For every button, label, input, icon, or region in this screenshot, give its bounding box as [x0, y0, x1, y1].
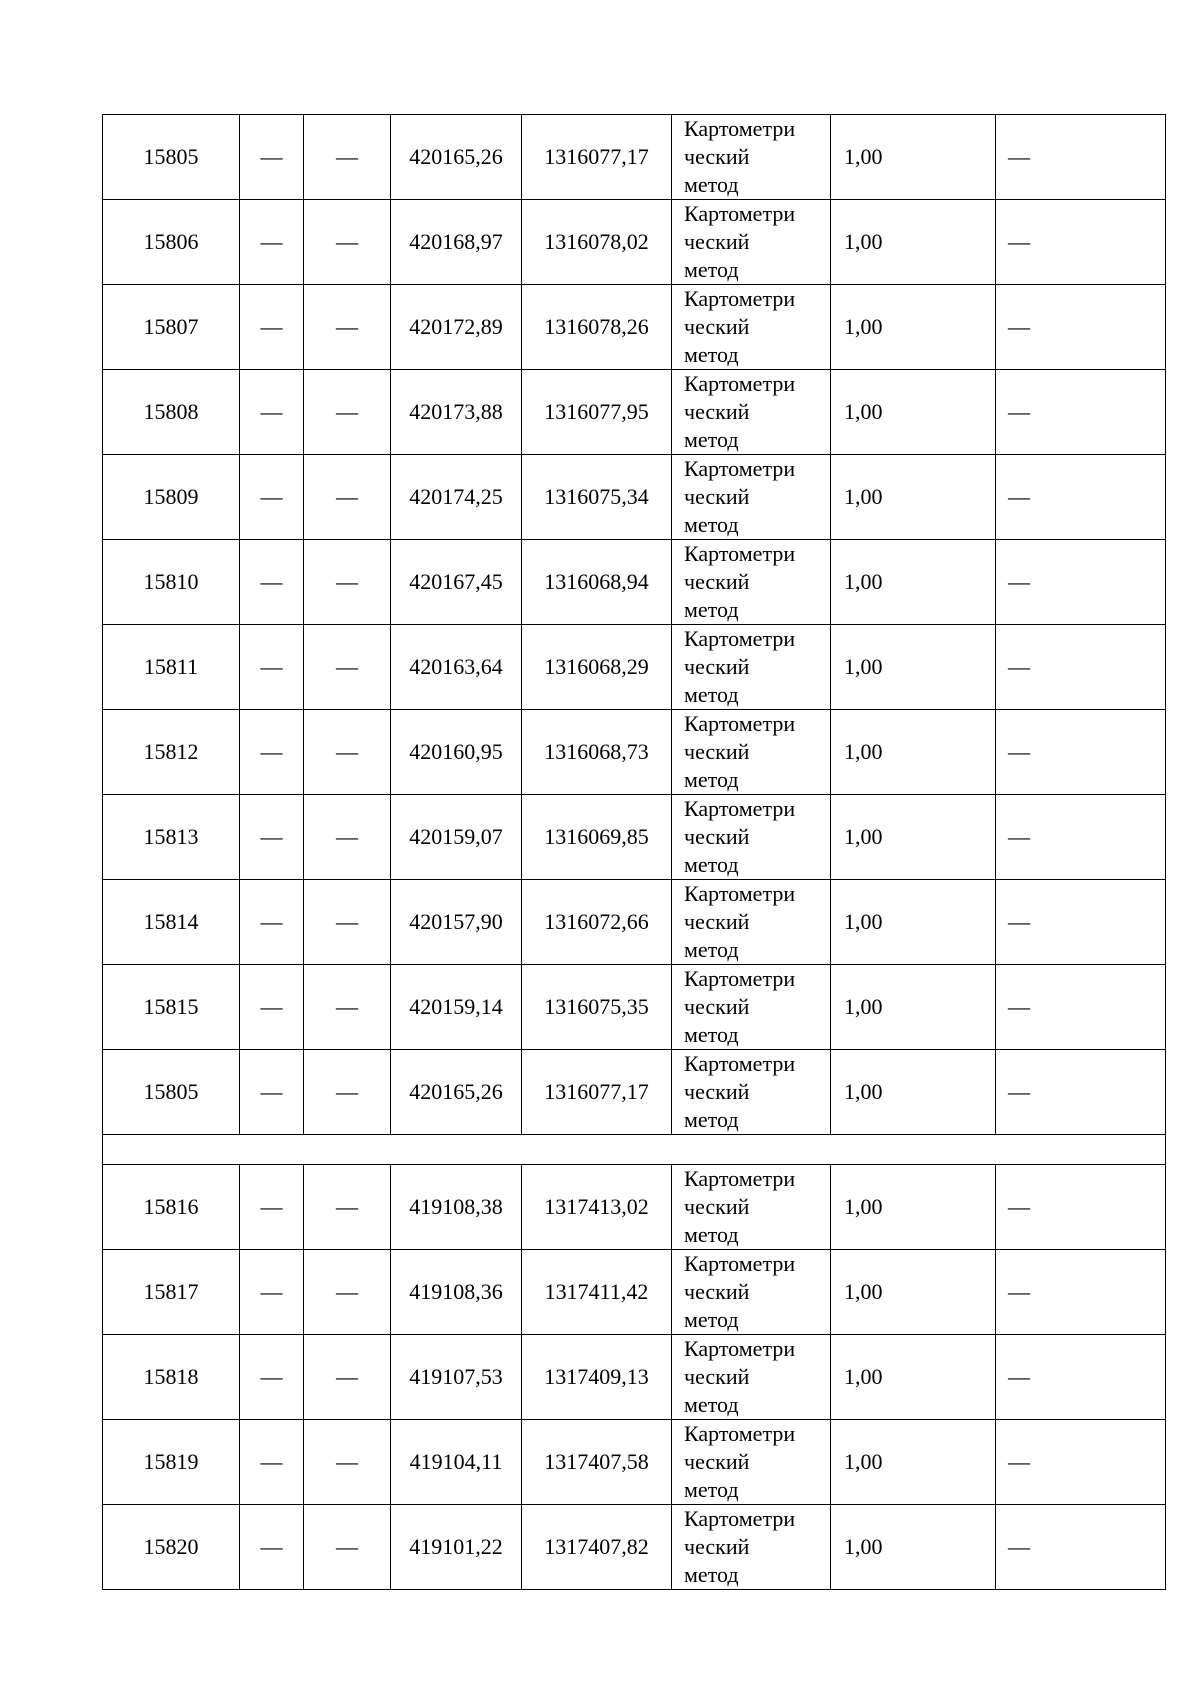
x-coordinate: 419108,38 [391, 1165, 522, 1250]
point-number: 15814 [103, 880, 240, 965]
accuracy-value: 1,00 [831, 540, 996, 625]
point-number: 15816 [103, 1165, 240, 1250]
method-text: Картометри [684, 966, 796, 991]
y-coordinate: 1316078,26 [522, 285, 672, 370]
table-row [103, 795, 1166, 880]
empty-value: — [996, 795, 1166, 880]
accuracy-value: 1,00 [831, 1420, 996, 1505]
y-coordinate: 1317409,13 [522, 1335, 672, 1420]
x-coordinate: 419101,22 [391, 1505, 522, 1590]
point-number: 15810 [103, 540, 240, 625]
point-number: 15806 [103, 200, 240, 285]
method-text: Картометри [684, 201, 796, 226]
method-cell [672, 115, 831, 200]
method-cell [672, 540, 831, 625]
method-text: Картометри [684, 541, 796, 566]
empty-value: — [996, 285, 1166, 370]
method-text: ческий [684, 1534, 750, 1559]
method-text: ческий [684, 314, 750, 339]
accuracy-value: 1,00 [831, 285, 996, 370]
method-cell [672, 1050, 831, 1135]
x-coordinate: 420160,95 [391, 710, 522, 795]
method-text: Картометри [684, 1336, 796, 1361]
method-text: Картометри [684, 286, 796, 311]
method-text: Картометри [684, 881, 796, 906]
method-text: Картометри [684, 626, 796, 651]
x-coordinate: 420174,25 [391, 455, 522, 540]
table-row [103, 880, 1166, 965]
x-coordinate: 419104,11 [391, 1420, 522, 1505]
accuracy-value: 1,00 [831, 1335, 996, 1420]
method-text: ческий [684, 144, 750, 169]
empty-value: — [996, 1505, 1166, 1590]
empty-value: — [240, 625, 304, 710]
empty-value: — [240, 370, 304, 455]
method-text: метод [684, 1107, 739, 1132]
method-text: метод [684, 852, 739, 877]
method-text: метод [684, 1307, 739, 1332]
point-number: 15812 [103, 710, 240, 795]
method-text: ческий [684, 1364, 750, 1389]
method-text: Картометри [684, 1166, 796, 1191]
x-coordinate: 420163,64 [391, 625, 522, 710]
accuracy-value: 1,00 [831, 115, 996, 200]
empty-value: — [996, 1335, 1166, 1420]
method-text: метод [684, 767, 739, 792]
table-row [103, 540, 1166, 625]
table-row [103, 115, 1166, 200]
empty-value: — [996, 115, 1166, 200]
empty-value: — [996, 1420, 1166, 1505]
x-coordinate: 420167,45 [391, 540, 522, 625]
accuracy-value: 1,00 [831, 1165, 996, 1250]
accuracy-value: 1,00 [831, 965, 996, 1050]
method-cell [672, 370, 831, 455]
point-number: 15817 [103, 1250, 240, 1335]
method-cell [672, 1335, 831, 1420]
method-cell [672, 965, 831, 1050]
accuracy-value: 1,00 [831, 795, 996, 880]
method-text: метод [684, 342, 739, 367]
empty-value: — [996, 625, 1166, 710]
empty-value: — [304, 625, 391, 710]
table-row [103, 285, 1166, 370]
table-row [103, 370, 1166, 455]
empty-value: — [996, 710, 1166, 795]
empty-value: — [240, 1335, 304, 1420]
accuracy-value: 1,00 [831, 710, 996, 795]
accuracy-value: 1,00 [831, 370, 996, 455]
method-text: метод [684, 427, 739, 452]
table-row [103, 1505, 1166, 1590]
x-coordinate: 420159,07 [391, 795, 522, 880]
empty-value: — [240, 1165, 304, 1250]
y-coordinate: 1317407,58 [522, 1420, 672, 1505]
method-text: метод [684, 172, 739, 197]
y-coordinate: 1316078,02 [522, 200, 672, 285]
method-cell [672, 1165, 831, 1250]
point-number: 15805 [103, 1050, 240, 1135]
method-text: ческий [684, 1279, 750, 1304]
method-text: ческий [684, 1194, 750, 1219]
empty-value: — [996, 200, 1166, 285]
x-coordinate: 420165,26 [391, 115, 522, 200]
method-text: ческий [684, 484, 750, 509]
empty-value: — [996, 1250, 1166, 1335]
empty-value: — [240, 285, 304, 370]
method-text: ческий [684, 994, 750, 1019]
y-coordinate: 1316075,35 [522, 965, 672, 1050]
table-body-top [103, 115, 1166, 1590]
y-coordinate: 1316077,17 [522, 115, 672, 200]
x-coordinate: 420172,89 [391, 285, 522, 370]
empty-value: — [304, 1335, 391, 1420]
empty-value: — [996, 370, 1166, 455]
point-number: 15820 [103, 1505, 240, 1590]
empty-value: — [304, 1505, 391, 1590]
y-coordinate: 1317407,82 [522, 1505, 672, 1590]
section-divider [103, 1135, 1166, 1165]
empty-value: — [240, 965, 304, 1050]
method-text: метод [684, 1222, 739, 1247]
empty-value: — [304, 710, 391, 795]
method-text: ческий [684, 739, 750, 764]
x-coordinate: 420157,90 [391, 880, 522, 965]
method-text: метод [684, 1477, 739, 1502]
method-text: метод [684, 1022, 739, 1047]
method-text: Картометри [684, 371, 796, 396]
empty-value: — [304, 880, 391, 965]
empty-value: — [304, 455, 391, 540]
method-text: Картометри [684, 456, 796, 481]
method-text: ческий [684, 824, 750, 849]
method-text: ческий [684, 1079, 750, 1104]
empty-value: — [240, 115, 304, 200]
y-coordinate: 1316068,29 [522, 625, 672, 710]
empty-value: — [240, 710, 304, 795]
empty-value: — [996, 1165, 1166, 1250]
y-coordinate: 1316068,94 [522, 540, 672, 625]
table-row [103, 1420, 1166, 1505]
point-number: 15818 [103, 1335, 240, 1420]
empty-value: — [304, 795, 391, 880]
section-divider-row [103, 1135, 1166, 1165]
empty-value: — [240, 880, 304, 965]
method-text: метод [684, 512, 739, 537]
empty-value: — [304, 1420, 391, 1505]
empty-value: — [304, 1250, 391, 1335]
empty-value: — [240, 455, 304, 540]
empty-value: — [304, 540, 391, 625]
empty-value: — [240, 1420, 304, 1505]
method-text: Картометри [684, 796, 796, 821]
method-cell [672, 795, 831, 880]
empty-value: — [996, 540, 1166, 625]
method-cell [672, 625, 831, 710]
table-row [103, 710, 1166, 795]
y-coordinate: 1316077,95 [522, 370, 672, 455]
empty-value: — [240, 200, 304, 285]
table-row [103, 200, 1166, 285]
accuracy-value: 1,00 [831, 455, 996, 540]
y-coordinate: 1316072,66 [522, 880, 672, 965]
table-row [103, 1050, 1166, 1135]
point-number: 15809 [103, 455, 240, 540]
method-text: ческий [684, 654, 750, 679]
empty-value: — [304, 965, 391, 1050]
method-text: Картометри [684, 1051, 796, 1076]
accuracy-value: 1,00 [831, 200, 996, 285]
point-number: 15807 [103, 285, 240, 370]
method-text: Картометри [684, 1421, 796, 1446]
method-text: ческий [684, 229, 750, 254]
accuracy-value: 1,00 [831, 1050, 996, 1135]
method-cell [672, 1250, 831, 1335]
x-coordinate: 419107,53 [391, 1335, 522, 1420]
table-row [103, 625, 1166, 710]
empty-value: — [996, 965, 1166, 1050]
empty-value: — [304, 285, 391, 370]
method-text: метод [684, 937, 739, 962]
point-number: 15813 [103, 795, 240, 880]
method-text: метод [684, 597, 739, 622]
method-cell [672, 880, 831, 965]
empty-value: — [304, 200, 391, 285]
point-number: 15819 [103, 1420, 240, 1505]
accuracy-value: 1,00 [831, 625, 996, 710]
table-row [103, 965, 1166, 1050]
method-text: ческий [684, 909, 750, 934]
x-coordinate: 420159,14 [391, 965, 522, 1050]
x-coordinate: 420165,26 [391, 1050, 522, 1135]
accuracy-value: 1,00 [831, 1505, 996, 1590]
y-coordinate: 1316075,34 [522, 455, 672, 540]
method-cell [672, 710, 831, 795]
method-text: Картометри [684, 116, 796, 141]
point-number: 15805 [103, 115, 240, 200]
empty-value: — [996, 1050, 1166, 1135]
coordinates-table [102, 114, 1166, 1590]
y-coordinate: 1316068,73 [522, 710, 672, 795]
empty-value: — [304, 370, 391, 455]
point-number: 15808 [103, 370, 240, 455]
accuracy-value: 1,00 [831, 1250, 996, 1335]
method-cell [672, 285, 831, 370]
empty-value: — [996, 455, 1166, 540]
method-text: ческий [684, 399, 750, 424]
method-text: ческий [684, 569, 750, 594]
empty-value: — [240, 1050, 304, 1135]
table-row [103, 455, 1166, 540]
method-text: метод [684, 1562, 739, 1587]
method-cell [672, 1505, 831, 1590]
empty-value: — [240, 1250, 304, 1335]
empty-value: — [240, 540, 304, 625]
x-coordinate: 420173,88 [391, 370, 522, 455]
empty-value: — [304, 1165, 391, 1250]
method-text: метод [684, 257, 739, 282]
empty-value: — [240, 1505, 304, 1590]
table-row [103, 1250, 1166, 1335]
method-text: Картометри [684, 1251, 796, 1276]
table-row [103, 1335, 1166, 1420]
method-text: метод [684, 682, 739, 707]
method-cell [672, 1420, 831, 1505]
empty-value: — [996, 880, 1166, 965]
empty-value: — [240, 795, 304, 880]
y-coordinate: 1316069,85 [522, 795, 672, 880]
x-coordinate: 419108,36 [391, 1250, 522, 1335]
method-cell [672, 455, 831, 540]
method-text: ческий [684, 1449, 750, 1474]
empty-value: — [304, 1050, 391, 1135]
method-text: Картометри [684, 711, 796, 736]
method-text: Картометри [684, 1506, 796, 1531]
point-number: 15815 [103, 965, 240, 1050]
method-text: метод [684, 1392, 739, 1417]
point-number: 15811 [103, 625, 240, 710]
table-row [103, 1165, 1166, 1250]
y-coordinate: 1316077,17 [522, 1050, 672, 1135]
accuracy-value: 1,00 [831, 880, 996, 965]
x-coordinate: 420168,97 [391, 200, 522, 285]
empty-value: — [304, 115, 391, 200]
y-coordinate: 1317413,02 [522, 1165, 672, 1250]
y-coordinate: 1317411,42 [522, 1250, 672, 1335]
method-cell [672, 200, 831, 285]
